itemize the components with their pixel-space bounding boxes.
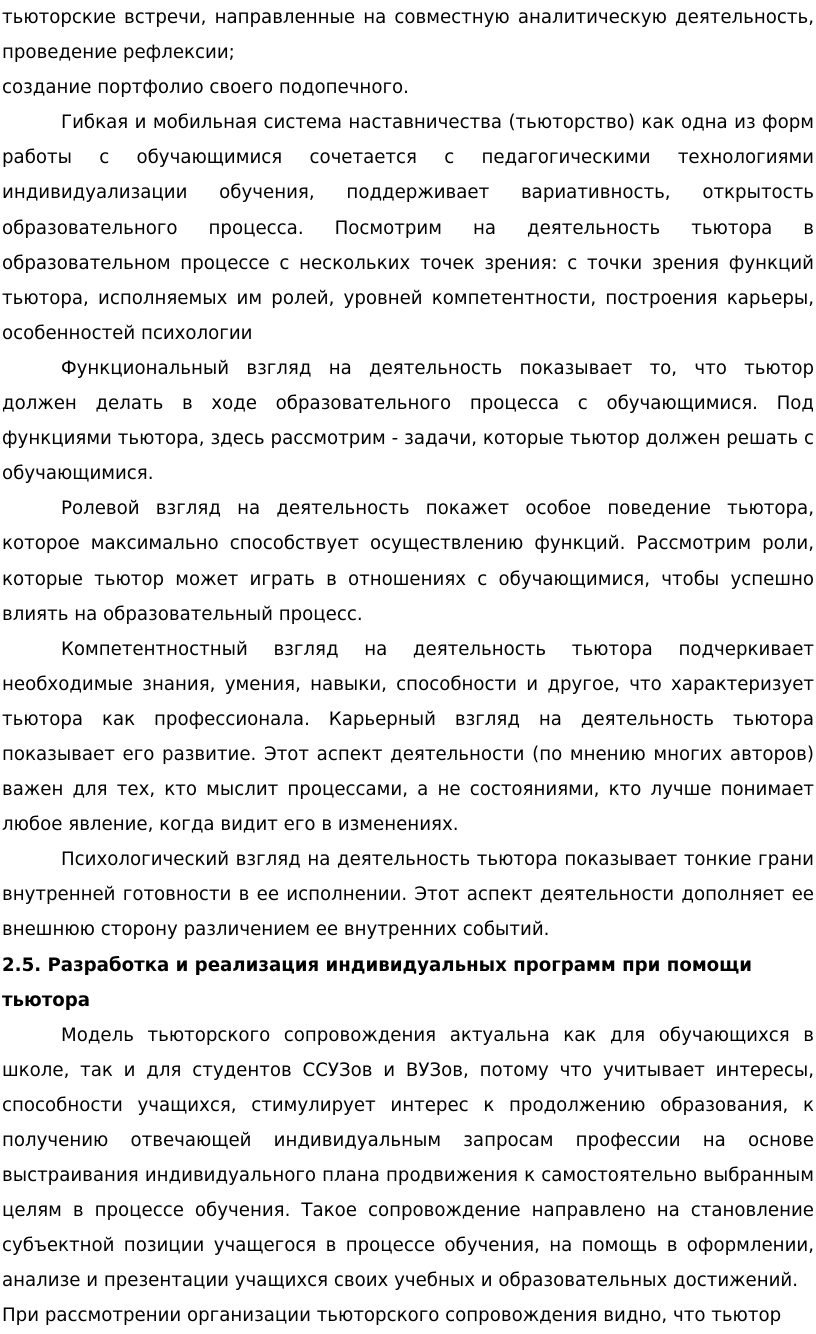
paragraph-portfolio: создание портфолио своего подопечного. — [2, 77, 409, 99]
paragraph-competence-view: Компетентностный взгляд на деятельность тьютора подчеркивает необходимые знания, умения, навыки, способности и другое, что характеризует тьютора как профессионала. Карьерный взгляд на деятельность тьютора показывает его развитие. Этот аспект деятельности (по мнению многих авторов) важен для тех, кто мыслит процессами, а не состояниями, кто лучше понимает любое явление, когда видит его в изменениях. — [2, 638, 814, 836]
paragraph-organization: При рассмотрении организации тьюторского сопровождения видно, что тьютор — [2, 1305, 782, 1327]
paragraph-tutor-meetings: тьюторские встречи, направленные на совместную аналитическую деятельность, проведение рефлексии; — [2, 7, 814, 64]
section-heading: 2.5. Разработка и реализация индивидуальных программ при помощи тьютора — [2, 954, 753, 1011]
paragraph-psychological-view: Психологический взгляд на деятельность тьютора показывает тонкие грани внутренней готовности в ее исполнении. Этот аспект деятельности дополняет ее внешнюю сторону различением ее внутренних событий. — [2, 849, 814, 941]
paragraph-support-model: Модель тьюторского сопровождения актуальна как для обучающихся в школе, так и для студентов ССУЗов и ВУЗов, потому что учитывает интересы, способности учащихся, стимулирует интерес к продолжению образования, к получению отвечающей индивидуальным запросам профессии на основе выстраивания индивидуального плана продвижения к самостоятельно выбранным целям в процессе обучения. Такое сопровождение направлено на становление субъектной позиции учащегося в процессе обучения, на помощь в оформлении, анализе и презентации учащихся своих учебных и образовательных достижений. — [2, 1024, 814, 1292]
paragraph-role-view: Ролевой взгляд на деятельность покажет особое поведение тьютора, которое максимально способствует осуществлению функций. Рассмотрим роли, которые тьютор может играть в отношениях с обучающимися, чтобы успешно влиять на образовательный процесс. — [2, 498, 814, 625]
paragraph-functional-view: Функциональный взгляд на деятельность показывает то, что тьютор должен делать в ходе образовательного процесса с обучающимися. Под функциями тьютора, здесь рассмотрим - задачи, которые тьютор должен решать с обучающимися. — [2, 357, 814, 485]
paragraph-flexible-system: Гибкая и мобильная система наставничества (тьюторство) как одна из форм работы с обучающимися сочетается с педагогическими технологиями индивидуализации обучения, поддерживает вариативность, открытость образовательного процесса. Посмотрим на деятельность тьютора в образовательном процессе с нескольких точек зрения: с точки зрения функций тьютора, исполняемых им ролей, уровней компетентности, построения карьеры, особенностей психологии — [2, 112, 814, 344]
